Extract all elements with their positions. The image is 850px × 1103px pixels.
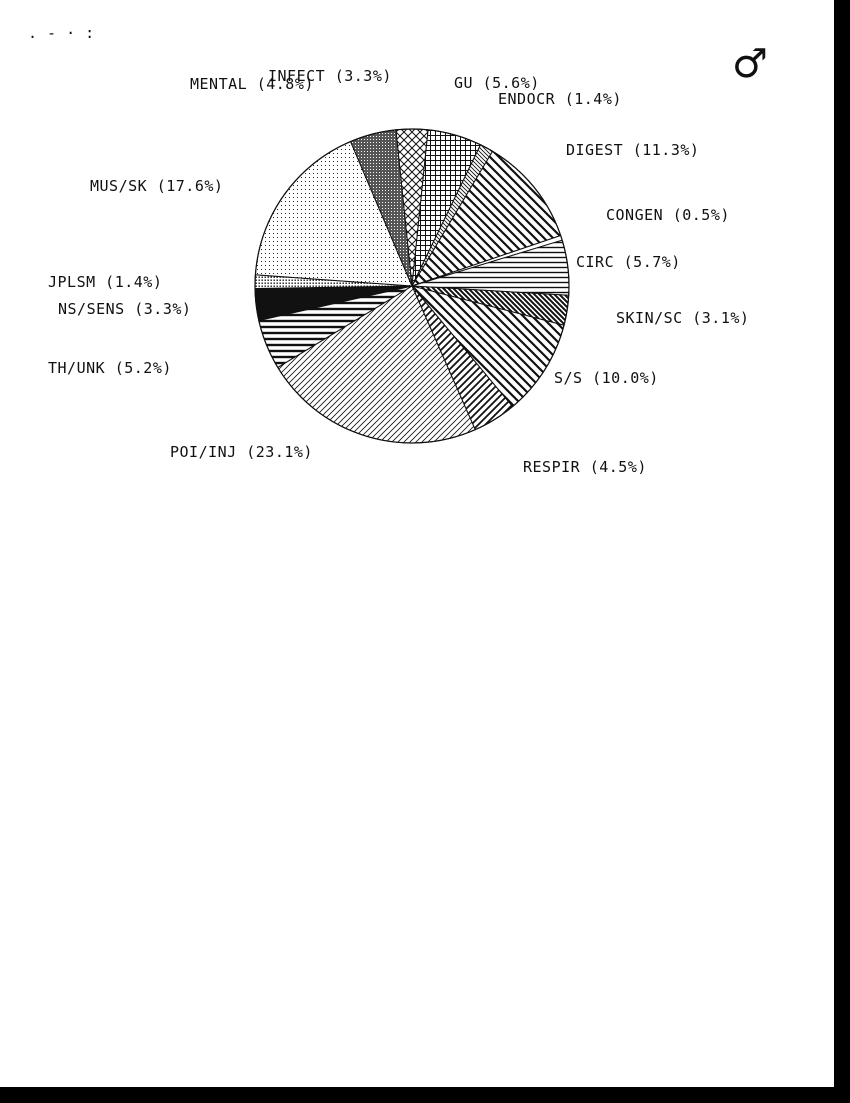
slice-label-infect: INFECT (3.3%) (268, 67, 392, 85)
slice-label-skin-sc: SKIN/SC (3.1%) (616, 309, 750, 327)
scan-border-right (834, 0, 850, 1103)
slice-label-congen: CONGEN (0.5%) (606, 206, 730, 224)
slice-label-ns-sens: NS/SENS (3.3%) (58, 300, 192, 318)
male-symbol-icon: ♂ (732, 41, 768, 87)
slice-label-digest: DIGEST (11.3%) (566, 141, 700, 159)
slice-label-respir: RESPIR (4.5%) (523, 458, 647, 476)
slice-label-mental: MENTAL (4.8%) (190, 75, 314, 93)
pie-slices (255, 129, 569, 443)
slice-label-neoplsm: JPLSM (1.4%) (48, 273, 163, 291)
slice-label-endocr: ENDOCR (1.4%) (498, 90, 622, 108)
slice-label-circ: CIRC (5.7%) (576, 253, 681, 271)
slice-label-mus-sk: MUS/SK (17.6%) (90, 177, 224, 195)
scan-border-bottom (0, 1087, 850, 1103)
slice-label-poi-inj: POI/INJ (23.1%) (170, 443, 313, 461)
stray-mark: . - · : (28, 24, 95, 42)
slice-label-gu: GU (5.6%) (454, 74, 540, 92)
slice-label-s-s: S/S (10.0%) (554, 369, 659, 387)
slice-label-oth-unk: TH/UNK (5.2%) (48, 359, 172, 377)
